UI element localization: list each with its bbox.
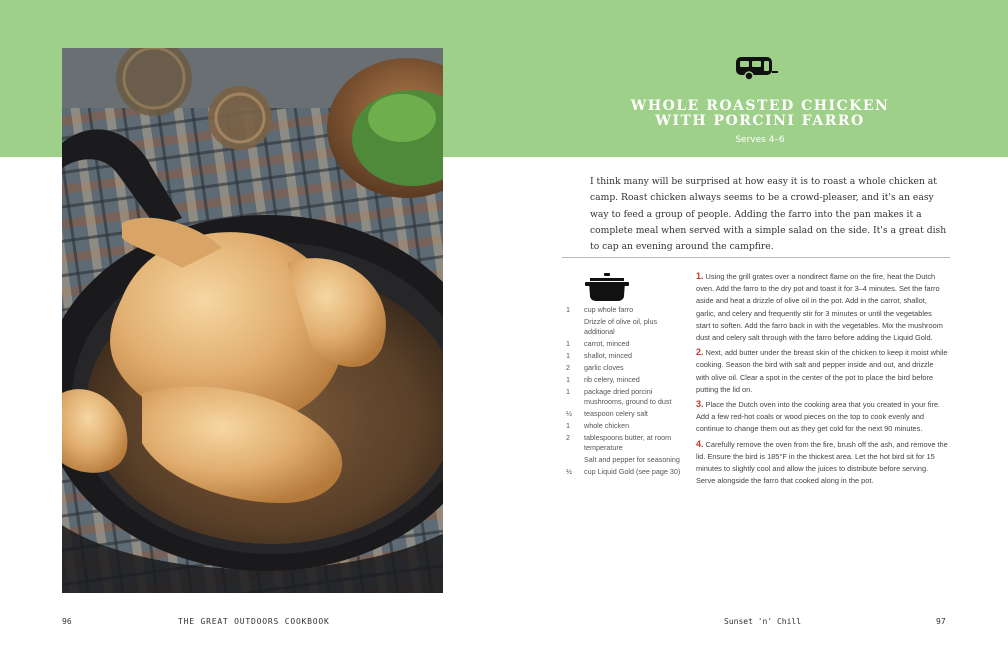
ingredient-qty: 1 — [566, 387, 570, 397]
recipe-title — [600, 99, 920, 129]
ingredient-qty: 1 — [566, 421, 570, 431]
ingredient-item — [566, 317, 686, 337]
ingredients-list — [566, 305, 686, 480]
step-number: 2. — [696, 347, 704, 358]
method-step — [696, 438, 948, 488]
step-text: Using the grill grates over a nondirect flame on the fire, heat the Dutch oven. Add the farro to the dry pot and toast it for 3–4 minutes. Set the farro aside and heat a drizzle of olive oil in the pot. Add in the carrot, shallot, garlic, and celery and frequently stir for 3 minutes or until the vegetables start to soften. Add the farro back in with the vegetables. Mix the mushroom dust and celery salt through with the farro before adding the Liquid Gold. — [696, 272, 943, 343]
right-running-title: Sunset 'n' Chill — [724, 617, 802, 626]
dutch-oven-pot-icon — [584, 272, 630, 302]
ingredient-qty: 1 — [566, 351, 570, 361]
step-number: 1. — [696, 271, 704, 281]
ingredient-text: shallot, minced — [584, 351, 632, 361]
ingredient-text: cup whole farro — [584, 305, 634, 314]
serves-label: Serves 4–6 — [735, 135, 785, 145]
ingredient-text: package dried porcini mushrooms, ground to dust — [584, 387, 672, 407]
ingredient-text: garlic cloves — [584, 363, 624, 373]
ingredient-qty: 1 — [566, 375, 570, 385]
recipe-title-line1: WHOLE ROASTED CHICKEN — [630, 98, 890, 114]
ingredient-qty: 1 — [566, 305, 570, 314]
method-step — [696, 346, 948, 396]
ingredient-item — [566, 363, 686, 373]
step-number: 4. — [696, 438, 704, 449]
left-running-title: THE GREAT OUTDOORS COOKBOOK — [178, 617, 330, 626]
recipe-title-line2: WITH PORCINI FARRO — [655, 113, 865, 129]
method-step — [696, 398, 948, 436]
ingredient-qty — [566, 455, 584, 465]
ingredient-item — [566, 339, 686, 349]
ingredient-item — [566, 421, 686, 431]
step-text: Carefully remove the oven from the fire, brush off the ash, and remove the lid. Ensure the bird is 185°F in the thickest area. Let the hot bird sit for 15 minutes to slightly cool and allow the juices to distribute before serving. Serve alongside the farro that cooked along in the pot. — [696, 439, 948, 486]
ingredient-item — [566, 387, 686, 407]
recipe-intro: I think many will be surprised at how easy it is to roast a whole chicken at camp. Roast chicken always seems to be a crowd-pleaser, and it's an easy way to feed a group of people. Adding the farro into the pan makes it a complete meal when served with a simple salad on the side. It's a great dish to cap an evening around the campfire. — [590, 176, 947, 253]
ingredient-text: Salt and pepper for seasoning — [584, 455, 680, 465]
ingredient-text: teaspoon celery salt — [584, 409, 648, 419]
ingredient-qty: 2 — [566, 363, 570, 373]
method-step — [696, 270, 948, 344]
ingredient-item — [566, 375, 686, 385]
ingredient-text: rib celery, minced — [584, 375, 640, 385]
ingredient-text: whole chicken — [584, 421, 630, 431]
section-divider — [562, 257, 950, 258]
left-page-number: 96 — [62, 617, 72, 626]
step-text: Place the Dutch oven into the cooking area that you created in your fire. Add a few red-hot coals or wood pieces on the top to cook evenly and continue to change them out as they get cold for the next 90 minutes. — [696, 400, 941, 434]
ingredient-item — [566, 351, 686, 361]
right-page-number: 97 — [936, 617, 946, 626]
ingredient-qty: 1 — [566, 338, 570, 348]
camper-trailer-icon — [733, 55, 779, 83]
step-number: 3. — [696, 399, 704, 410]
ingredient-item — [566, 467, 686, 477]
step-text: Next, add butter under the breast skin of the chicken to keep it moist while cooking. Season the bird with salt and pepper inside and out, and drizzle with olive oil. Clear a spot in the center of the pot to place the bird before putting the lid on. — [696, 348, 948, 394]
ingredient-qty: 2 — [566, 433, 570, 443]
ingredient-item — [566, 455, 686, 465]
roast-chicken-in-skillet-image — [62, 48, 443, 593]
recipe-photo — [62, 48, 443, 593]
ingredient-qty: ½ — [566, 409, 572, 419]
ingredient-qty — [566, 317, 584, 337]
ingredient-item — [566, 433, 686, 453]
ingredient-text: tablespoons butter, at room temperature — [584, 433, 672, 453]
ingredient-text: Drizzle of olive oil, plus additional — [584, 317, 658, 336]
method-steps — [696, 270, 948, 489]
ingredient-item — [566, 409, 686, 419]
ingredient-text: cup Liquid Gold (see page 30) — [584, 467, 681, 477]
ingredient-item — [566, 305, 686, 315]
ingredient-text: carrot, minced — [584, 338, 630, 348]
ingredient-qty: ½ — [566, 467, 572, 477]
